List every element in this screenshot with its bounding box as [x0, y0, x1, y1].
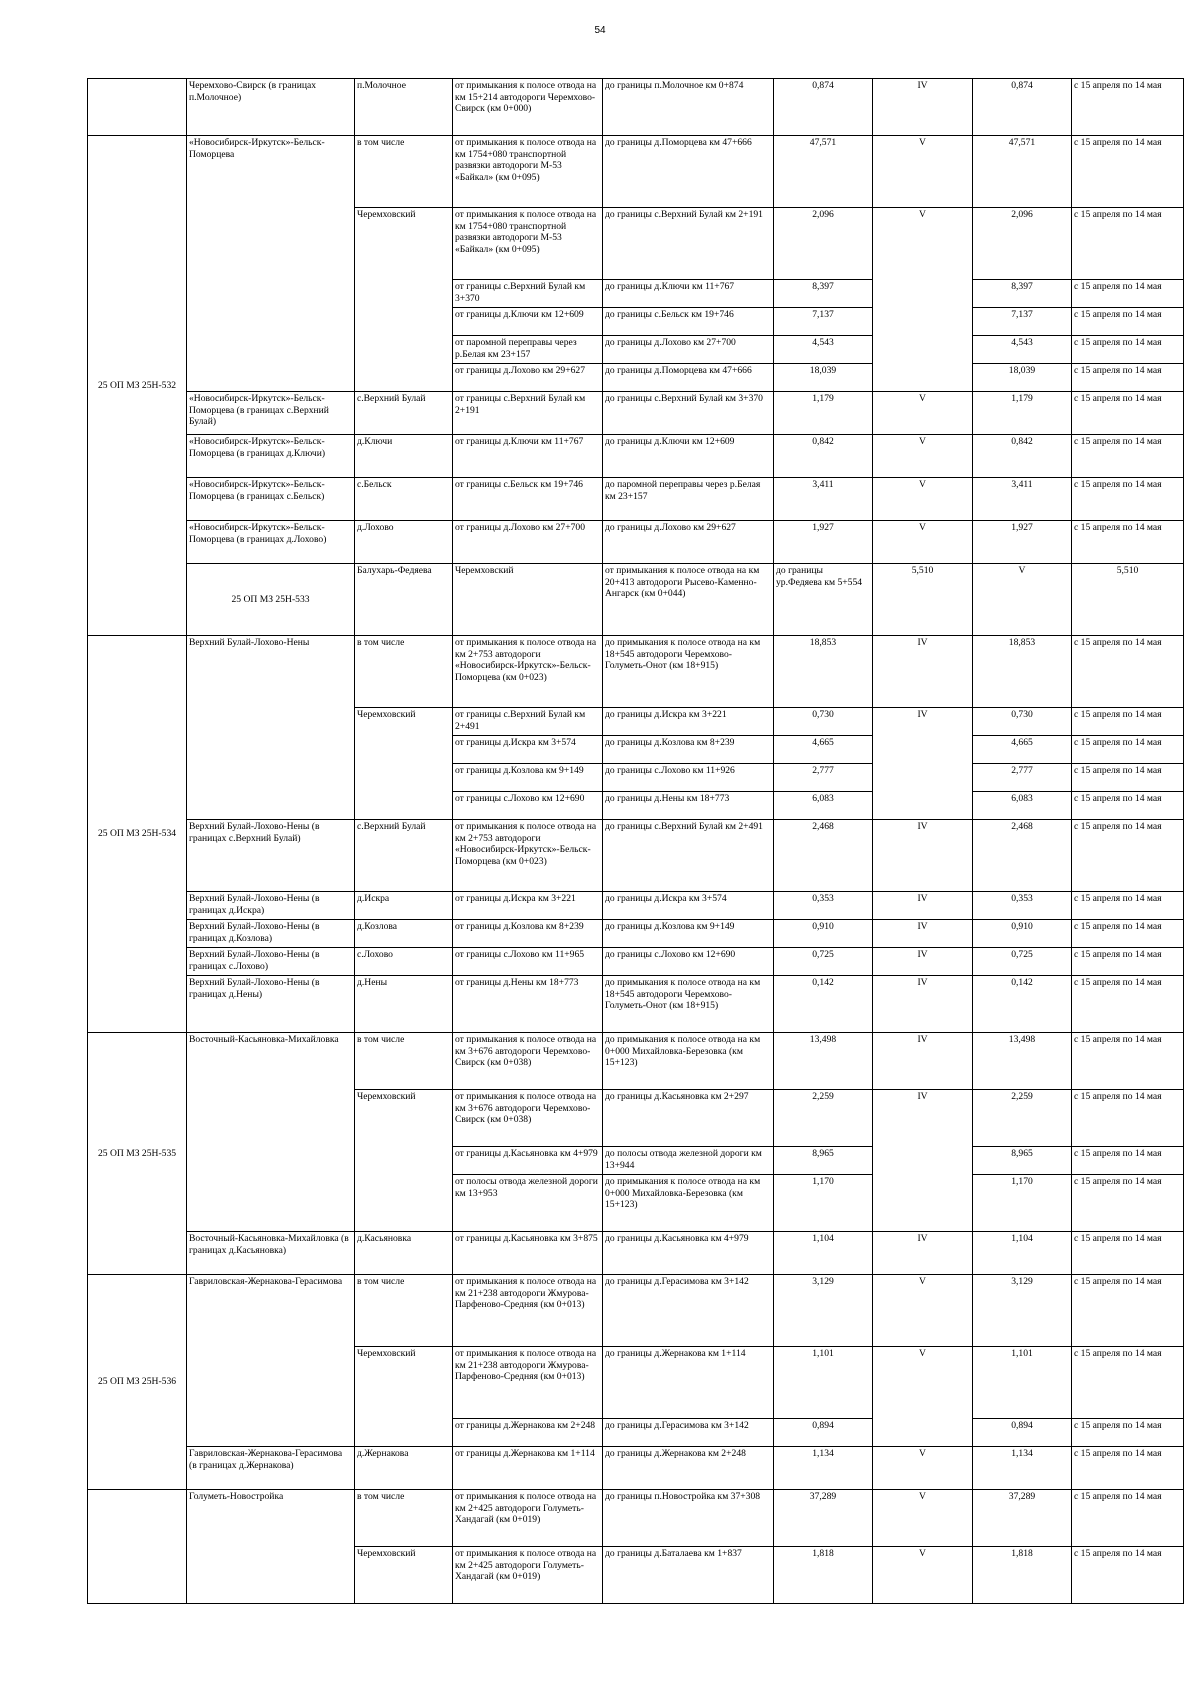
- district-cell: в том числе: [355, 1033, 453, 1090]
- road-category-cell: V: [873, 478, 973, 521]
- road-category-cell: V: [873, 1547, 973, 1604]
- restriction-period-cell: с 15 апреля по 14 мая: [1072, 1547, 1184, 1604]
- road-name-cell: Черемхово-Свирск (в границах п.Молочное): [187, 79, 355, 136]
- restricted-length-cell: 3,411: [973, 478, 1072, 521]
- district-cell: Черемховский: [355, 708, 453, 820]
- segment-end-cell: до границы д.Герасимова км 3+142: [603, 1275, 774, 1347]
- table-row: [88, 976, 1184, 1033]
- district-cell: д.Лохово: [355, 521, 453, 564]
- segment-start-cell: от границы д.Жернакова км 1+114: [453, 1447, 603, 1490]
- road-code-cell: [88, 1490, 187, 1604]
- segment-start-cell: от примыкания к полосе отвода на км 3+676 автодороги Черемхово-Свирск (км 0+038): [453, 1090, 603, 1147]
- restricted-length-cell: 2,259: [973, 1090, 1072, 1147]
- restriction-period-cell: с 15 апреля по 14 мая: [1072, 636, 1184, 708]
- road-name-cell: Восточный-Касьяновка-Михайловка (в границах д.Касьяновка): [187, 1232, 355, 1275]
- restriction-period-cell: с 15 апреля по 14 мая: [1072, 364, 1184, 392]
- district-cell: Черемховский: [355, 1347, 453, 1447]
- table-row: [88, 1447, 1184, 1490]
- road-category-cell: IV: [873, 636, 973, 708]
- segment-end-cell: до границы д.Искра км 3+574: [603, 892, 774, 920]
- road-category-cell: IV: [873, 708, 973, 820]
- segment-end-cell: до границы д.Козлова км 8+239: [603, 736, 774, 764]
- restricted-length-cell: 47,571: [973, 136, 1072, 208]
- road-category-cell: V: [873, 1490, 973, 1547]
- restricted-length-cell: 5,510: [1072, 564, 1184, 636]
- table-row: [88, 948, 1184, 976]
- table-row: [88, 1490, 1184, 1547]
- road-category-cell: V: [873, 1347, 973, 1447]
- road-category-cell: IV: [873, 976, 973, 1033]
- length-cell: 1,134: [774, 1447, 873, 1490]
- segment-end-cell: до границы д.Козлова км 9+149: [603, 920, 774, 948]
- segment-end-cell: до границы д.Поморцева км 47+666: [603, 364, 774, 392]
- district-cell: д.Жернакова: [355, 1447, 453, 1490]
- segment-start-cell: от примыкания к полосе отвода на км 2+425 автодороги Голуметь-Хандагай (км 0+019): [453, 1547, 603, 1604]
- segment-end-cell: до полосы отвода железной дороги км 13+944: [603, 1147, 774, 1175]
- district-cell: Черемховский: [355, 1090, 453, 1232]
- road-category-cell: IV: [873, 79, 973, 136]
- district-cell: п.Молочное: [355, 79, 453, 136]
- segment-start-cell: от границы с.Верхний Булай км 2+491: [453, 708, 603, 736]
- district-cell: д.Ключи: [355, 435, 453, 478]
- segment-end-cell: до границы д.Касьяновка км 4+979: [603, 1232, 774, 1275]
- restricted-length-cell: 0,874: [973, 79, 1072, 136]
- restricted-length-cell: 2,468: [973, 820, 1072, 892]
- restricted-length-cell: 18,853: [973, 636, 1072, 708]
- restricted-length-cell: 13,498: [973, 1033, 1072, 1090]
- segment-end-cell: до границы д.Жернакова км 2+248: [603, 1447, 774, 1490]
- segment-start-cell: от границы с.Верхний Булай км 2+191: [453, 392, 603, 435]
- restricted-length-cell: 0,142: [973, 976, 1072, 1033]
- length-cell: 1,179: [774, 392, 873, 435]
- segment-start-cell: от границы с.Лохово км 11+965: [453, 948, 603, 976]
- road-category-cell: V: [873, 521, 973, 564]
- table-row: [88, 392, 1184, 435]
- restriction-period-cell: с 15 апреля по 14 мая: [1072, 478, 1184, 521]
- segment-start-cell: от границы д.Искра км 3+574: [453, 736, 603, 764]
- segment-start-cell: от границы с.Бельск км 19+746: [453, 478, 603, 521]
- segment-start-cell: от примыкания к полосе отвода на км 2+753 автодороги «Новосибирск-Иркутск»-Бельск-Поморцева (км 0+023): [453, 636, 603, 708]
- length-cell: 3,129: [774, 1275, 873, 1347]
- road-code-cell: 25 ОП МЗ 25Н-533: [187, 564, 355, 636]
- restriction-period-cell: с 15 апреля по 14 мая: [1072, 792, 1184, 820]
- district-cell: д.Нены: [355, 976, 453, 1033]
- road-name-cell: Голуметь-Новостройка: [187, 1490, 355, 1604]
- restricted-length-cell: 18,039: [973, 364, 1072, 392]
- table-row: [88, 435, 1184, 478]
- road-name-cell: Верхний Булай-Лохово-Нены (в границах д.Нены): [187, 976, 355, 1033]
- road-name-cell: «Новосибирск-Иркутск»-Бельск-Поморцева (в границах с.Бельск): [187, 478, 355, 521]
- segment-start-cell: от границы с.Лохово км 12+690: [453, 792, 603, 820]
- restriction-period-cell: с 15 апреля по 14 мая: [1072, 136, 1184, 208]
- segment-end-cell: до границы с.Лохово км 12+690: [603, 948, 774, 976]
- length-cell: 13,498: [774, 1033, 873, 1090]
- length-cell: 47,571: [774, 136, 873, 208]
- district-cell: с.Бельск: [355, 478, 453, 521]
- road-name-cell: «Новосибирск-Иркутск»-Бельск-Поморцева (в границах с.Верхний Булай): [187, 392, 355, 435]
- table-row: [88, 564, 1184, 636]
- length-cell: 5,510: [873, 564, 973, 636]
- segment-start-cell: от границы д.Нены км 18+773: [453, 976, 603, 1033]
- segment-start-cell: от границы д.Лохово км 29+627: [453, 364, 603, 392]
- segment-end-cell: до границы д.Искра км 3+221: [603, 708, 774, 736]
- table-row: [88, 1033, 1184, 1090]
- segment-end-cell: до границы д.Герасимова км 3+142: [603, 1419, 774, 1447]
- restriction-period-cell: с 15 апреля по 14 мая: [1072, 820, 1184, 892]
- restricted-length-cell: 1,101: [973, 1347, 1072, 1419]
- table-row: [88, 892, 1184, 920]
- road-name-cell: Балухарь-Федяева: [355, 564, 453, 636]
- restriction-period-cell: с 15 апреля по 14 мая: [1072, 1490, 1184, 1547]
- restriction-period-cell: с 15 апреля по 14 мая: [1072, 948, 1184, 976]
- road-category-cell: V: [973, 564, 1072, 636]
- restricted-length-cell: 0,725: [973, 948, 1072, 976]
- road-name-cell: «Новосибирск-Иркутск»-Бельск-Поморцева: [187, 136, 355, 392]
- restricted-length-cell: 8,397: [973, 280, 1072, 308]
- restriction-period-cell: с 15 апреля по 14 мая: [1072, 708, 1184, 736]
- road-category-cell: V: [873, 208, 973, 392]
- length-cell: 3,411: [774, 478, 873, 521]
- restriction-period-cell: с 15 апреля по 14 мая: [1072, 1419, 1184, 1447]
- segment-end-cell: до примыкания к полосе отвода на км 0+000 Михайловка-Березовка (км 15+123): [603, 1175, 774, 1232]
- table-row: [88, 136, 1184, 208]
- road-category-cell: IV: [873, 948, 973, 976]
- segment-end-cell: до границы д.Жернакова км 1+114: [603, 1347, 774, 1419]
- restricted-length-cell: 0,730: [973, 708, 1072, 736]
- segment-start-cell: от границы д.Козлова км 9+149: [453, 764, 603, 792]
- segment-end-cell: до границы д.Нены км 18+773: [603, 792, 774, 820]
- restriction-period-cell: с 15 апреля по 14 мая: [1072, 976, 1184, 1033]
- length-cell: 2,777: [774, 764, 873, 792]
- road-category-cell: V: [873, 1275, 973, 1347]
- restricted-length-cell: 8,965: [973, 1147, 1072, 1175]
- segment-end-cell: до границы с.Верхний Булай км 2+491: [603, 820, 774, 892]
- restriction-period-cell: с 15 апреля по 14 мая: [1072, 1347, 1184, 1419]
- segment-end-cell: до паромной переправы через р.Белая км 23+157: [603, 478, 774, 521]
- segment-start-cell: от полосы отвода железной дороги км 13+953: [453, 1175, 603, 1232]
- road-name-cell: Верхний Булай-Лохово-Нены (в границах д.Искра): [187, 892, 355, 920]
- segment-start-cell: от паромной переправы через р.Белая км 23+157: [453, 336, 603, 364]
- length-cell: 0,894: [774, 1419, 873, 1447]
- road-category-cell: V: [873, 392, 973, 435]
- district-cell: Черемховский: [355, 1547, 453, 1604]
- road-category-cell: V: [873, 1447, 973, 1490]
- page-number: 54: [594, 25, 606, 36]
- segment-start-cell: от примыкания к полосе отвода на км 2+753 автодороги «Новосибирск-Иркутск»-Бельск-Поморцева (км 0+023): [453, 820, 603, 892]
- length-cell: 2,259: [774, 1090, 873, 1147]
- restriction-period-cell: с 15 апреля по 14 мая: [1072, 79, 1184, 136]
- length-cell: 0,725: [774, 948, 873, 976]
- length-cell: 1,170: [774, 1175, 873, 1232]
- length-cell: 0,910: [774, 920, 873, 948]
- road-code-cell: 25 ОП МЗ 25Н-534: [88, 636, 187, 1033]
- length-cell: 0,142: [774, 976, 873, 1033]
- district-cell: Черемховский: [355, 208, 453, 392]
- restricted-length-cell: 0,353: [973, 892, 1072, 920]
- road-name-cell: «Новосибирск-Иркутск»-Бельск-Поморцева (в границах д.Лохово): [187, 521, 355, 564]
- road-category-cell: IV: [873, 1090, 973, 1232]
- segment-start-cell: от примыкания к полосе отвода на км 15+214 автодороги Черемхово-Свирск (км 0+000): [453, 79, 603, 136]
- restricted-length-cell: 1,927: [973, 521, 1072, 564]
- segment-end-cell: до границы д.Ключи км 11+767: [603, 280, 774, 308]
- restriction-period-cell: с 15 апреля по 14 мая: [1072, 392, 1184, 435]
- length-cell: 8,397: [774, 280, 873, 308]
- restricted-length-cell: 1,170: [973, 1175, 1072, 1232]
- segment-start-cell: от границы д.Ключи км 11+767: [453, 435, 603, 478]
- table-row: [88, 478, 1184, 521]
- district-cell: в том числе: [355, 1275, 453, 1347]
- segment-start-cell: от границы д.Лохово км 27+700: [453, 521, 603, 564]
- segment-end-cell: до границы д.Лохово км 27+700: [603, 336, 774, 364]
- length-cell: 0,842: [774, 435, 873, 478]
- segment-start-cell: от примыкания к полосе отвода на км 20+413 автодороги Рысево-Каменно-Ангарск (км 0+044): [603, 564, 774, 636]
- restricted-length-cell: 4,543: [973, 336, 1072, 364]
- road-name-cell: Гавриловская-Жернакова-Герасимова (в границах д.Жернакова): [187, 1447, 355, 1490]
- length-cell: 2,468: [774, 820, 873, 892]
- restriction-period-cell: с 15 апреля по 14 мая: [1072, 736, 1184, 764]
- length-cell: 1,104: [774, 1232, 873, 1275]
- segment-start-cell: от границы с.Верхний Булай км 3+370: [453, 280, 603, 308]
- table-row: [88, 1232, 1184, 1275]
- segment-start-cell: от границы д.Касьяновка км 3+875: [453, 1232, 603, 1275]
- segment-start-cell: от границы д.Козлова км 8+239: [453, 920, 603, 948]
- restriction-period-cell: с 15 апреля по 14 мая: [1072, 1175, 1184, 1232]
- segment-start-cell: от примыкания к полосе отвода на км 2+425 автодороги Голуметь-Хандагай (км 0+019): [453, 1490, 603, 1547]
- road-code-cell: 25 ОП МЗ 25Н-532: [88, 136, 187, 636]
- restriction-period-cell: с 15 апреля по 14 мая: [1072, 280, 1184, 308]
- restriction-period-cell: с 15 апреля по 14 мая: [1072, 892, 1184, 920]
- road-category-cell: IV: [873, 1033, 973, 1090]
- restriction-period-cell: с 15 апреля по 14 мая: [1072, 1033, 1184, 1090]
- road-name-cell: «Новосибирск-Иркутск»-Бельск-Поморцева (в границах д.Ключи): [187, 435, 355, 478]
- road-code-cell: 25 ОП МЗ 25Н-535: [88, 1033, 187, 1275]
- restriction-period-cell: с 15 апреля по 14 мая: [1072, 1090, 1184, 1147]
- table-row: [88, 920, 1184, 948]
- segment-end-cell: до границы д.Баталаева км 1+837: [603, 1547, 774, 1604]
- length-cell: 2,096: [774, 208, 873, 280]
- segment-start-cell: от границы д.Касьяновка км 4+979: [453, 1147, 603, 1175]
- restricted-length-cell: 37,289: [973, 1490, 1072, 1547]
- restricted-length-cell: 4,665: [973, 736, 1072, 764]
- road-code-cell: [88, 79, 187, 136]
- restriction-period-cell: с 15 апреля по 14 мая: [1072, 1447, 1184, 1490]
- road-name-cell: Гавриловская-Жернакова-Герасимова: [187, 1275, 355, 1447]
- restricted-length-cell: 1,134: [973, 1447, 1072, 1490]
- segment-end-cell: до границы п.Новостройка км 37+308: [603, 1490, 774, 1547]
- segment-end-cell: до границы с.Верхний Булай км 3+370: [603, 392, 774, 435]
- length-cell: 4,543: [774, 336, 873, 364]
- length-cell: 1,818: [774, 1547, 873, 1604]
- length-cell: 0,874: [774, 79, 873, 136]
- district-cell: с.Верхний Булай: [355, 392, 453, 435]
- road-name-cell: Восточный-Касьяновка-Михайловка: [187, 1033, 355, 1232]
- restricted-length-cell: 7,137: [973, 308, 1072, 336]
- restriction-period-cell: с 15 апреля по 14 мая: [1072, 521, 1184, 564]
- length-cell: 1,101: [774, 1347, 873, 1419]
- length-cell: 6,083: [774, 792, 873, 820]
- road-name-cell: Верхний Булай-Лохово-Нены (в границах с.Верхний Булай): [187, 820, 355, 892]
- length-cell: 0,353: [774, 892, 873, 920]
- restricted-length-cell: 1,818: [973, 1547, 1072, 1604]
- restriction-period-cell: с 15 апреля по 14 мая: [1072, 1232, 1184, 1275]
- segment-start-cell: от примыкания к полосе отвода на км 1754+080 транспортной развязки автодороги М-53 «Байкал» (км 0+095): [453, 136, 603, 208]
- segment-start-cell: от примыкания к полосе отвода на км 1754+080 транспортной развязки автодороги М-53 «Байкал» (км 0+095): [453, 208, 603, 280]
- restriction-period-cell: с 15 апреля по 14 мая: [1072, 435, 1184, 478]
- district-cell: в том числе: [355, 1490, 453, 1547]
- segment-start-cell: от примыкания к полосе отвода на км 3+676 автодороги Черемхово-Свирск (км 0+038): [453, 1033, 603, 1090]
- length-cell: 18,039: [774, 364, 873, 392]
- road-category-cell: IV: [873, 920, 973, 948]
- table-row: [88, 1275, 1184, 1347]
- restriction-period-cell: с 15 апреля по 14 мая: [1072, 764, 1184, 792]
- road-name-cell: Верхний Булай-Лохово-Нены: [187, 636, 355, 820]
- road-name-cell: Верхний Булай-Лохово-Нены (в границах с.Лохово): [187, 948, 355, 976]
- restriction-period-cell: с 15 апреля по 14 мая: [1072, 336, 1184, 364]
- segment-end-cell: до примыкания к полосе отвода на км 18+545 автодороги Черемхово-Голуметь-Онот (км 18+915): [603, 976, 774, 1033]
- table-row: [88, 820, 1184, 892]
- restricted-length-cell: 0,910: [973, 920, 1072, 948]
- segment-end-cell: до границы д.Касьяновка км 2+297: [603, 1090, 774, 1147]
- segment-end-cell: до границы п.Молочное км 0+874: [603, 79, 774, 136]
- road-name-cell: Верхний Булай-Лохово-Нены (в границах д.Козлова): [187, 920, 355, 948]
- segment-end-cell: до границы д.Поморцева км 47+666: [603, 136, 774, 208]
- restriction-period-cell: с 15 апреля по 14 мая: [1072, 208, 1184, 280]
- table-body: [88, 79, 1184, 1604]
- length-cell: 7,137: [774, 308, 873, 336]
- road-category-cell: V: [873, 136, 973, 208]
- restricted-length-cell: 2,096: [973, 208, 1072, 280]
- segment-start-cell: от границы д.Жернакова км 2+248: [453, 1419, 603, 1447]
- restricted-length-cell: 1,179: [973, 392, 1072, 435]
- table-row: [88, 79, 1184, 136]
- segment-end-cell: до границы с.Лохово км 11+926: [603, 764, 774, 792]
- segment-end-cell: до границы д.Лохово км 29+627: [603, 521, 774, 564]
- restriction-period-cell: с 15 апреля по 14 мая: [1072, 1147, 1184, 1175]
- segment-start-cell: от примыкания к полосе отвода на км 21+238 автодороги Жмурова-Парфеново-Средняя (км 0+013): [453, 1275, 603, 1347]
- segment-end-cell: до границы с.Верхний Булай км 2+191: [603, 208, 774, 280]
- district-cell: в том числе: [355, 636, 453, 708]
- length-cell: 4,665: [774, 736, 873, 764]
- restricted-length-cell: 6,083: [973, 792, 1072, 820]
- table-row: [88, 636, 1184, 708]
- district-cell: д.Искра: [355, 892, 453, 920]
- segment-end-cell: до примыкания к полосе отвода на км 0+000 Михайловка-Березовка (км 15+123): [603, 1033, 774, 1090]
- length-cell: 1,927: [774, 521, 873, 564]
- road-restrictions-table: [87, 78, 1184, 1604]
- segment-start-cell: от границы д.Ключи км 12+609: [453, 308, 603, 336]
- road-code-cell: 25 ОП МЗ 25Н-536: [88, 1275, 187, 1490]
- road-category-cell: IV: [873, 892, 973, 920]
- restriction-period-cell: с 15 апреля по 14 мая: [1072, 920, 1184, 948]
- restricted-length-cell: 3,129: [973, 1275, 1072, 1347]
- length-cell: 37,289: [774, 1490, 873, 1547]
- restriction-period-cell: с 15 апреля по 14 мая: [1072, 308, 1184, 336]
- restricted-length-cell: 0,842: [973, 435, 1072, 478]
- segment-end-cell: до границы ур.Федяева км 5+554: [774, 564, 873, 636]
- district-cell: в том числе: [355, 136, 453, 208]
- segment-end-cell: до границы д.Ключи км 12+609: [603, 435, 774, 478]
- district-cell: д.Касьяновка: [355, 1232, 453, 1275]
- restricted-length-cell: 0,894: [973, 1419, 1072, 1447]
- segment-start-cell: от границы д.Искра км 3+221: [453, 892, 603, 920]
- length-cell: 0,730: [774, 708, 873, 736]
- road-category-cell: IV: [873, 820, 973, 892]
- restricted-length-cell: 1,104: [973, 1232, 1072, 1275]
- restricted-length-cell: 2,777: [973, 764, 1072, 792]
- segment-end-cell: до примыкания к полосе отвода на км 18+545 автодороги Черемхово-Голуметь-Онот (км 18+915): [603, 636, 774, 708]
- district-cell: д.Козлова: [355, 920, 453, 948]
- district-cell: с.Верхний Булай: [355, 820, 453, 892]
- road-category-cell: IV: [873, 1232, 973, 1275]
- segment-start-cell: от примыкания к полосе отвода на км 21+238 автодороги Жмурова-Парфеново-Средняя (км 0+013): [453, 1347, 603, 1419]
- table-row: [88, 521, 1184, 564]
- road-category-cell: V: [873, 435, 973, 478]
- district-cell: Черемховский: [453, 564, 603, 636]
- segment-end-cell: до границы с.Бельск км 19+746: [603, 308, 774, 336]
- length-cell: 18,853: [774, 636, 873, 708]
- district-cell: с.Лохово: [355, 948, 453, 976]
- length-cell: 8,965: [774, 1147, 873, 1175]
- restriction-period-cell: с 15 апреля по 14 мая: [1072, 1275, 1184, 1347]
